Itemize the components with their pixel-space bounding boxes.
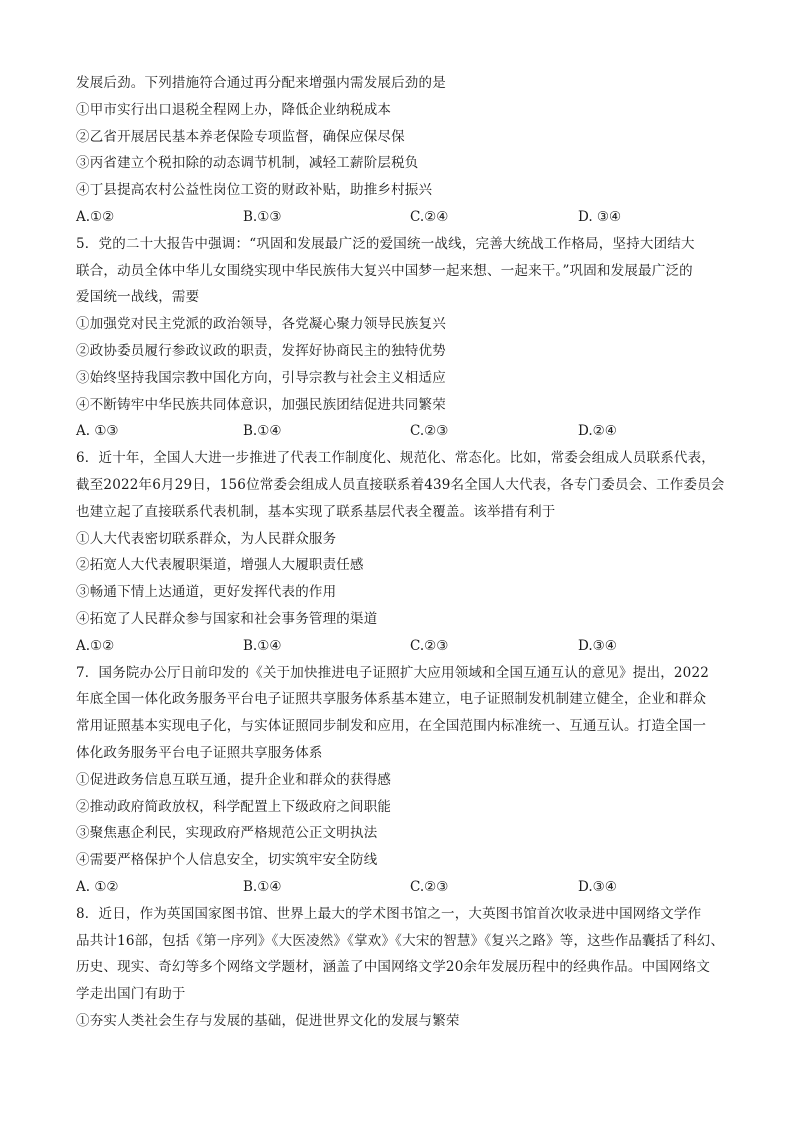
question-5 — [76, 231, 726, 445]
option-d: D. ③④ — [578, 208, 622, 225]
question-7-stem-line: 7．国务院办公厅日前印发的《关于加快推进电子证照扩大应用领域和全国互通互认的意见》提出，2022 — [76, 664, 710, 681]
statement-4: ④需要严格保护个人信息安全，切实筑牢安全防线 — [76, 852, 378, 869]
option-b: B.①④ — [243, 423, 282, 440]
statement-4: ④拓宽了人民群众参与国家和社会事务管理的渠道 — [76, 610, 378, 627]
statement-1: ①甲市实行出口退税全程网上办，降低企业纳税成本 — [76, 101, 392, 118]
option-c: C.②③ — [410, 637, 449, 654]
option-a: A. ①③ — [76, 423, 119, 440]
question-5-stem-line: 爱国统一战线，需要 — [76, 289, 200, 306]
statement-3: ③畅通下情上达通道，更好发挥代表的作用 — [76, 584, 337, 601]
answer-options — [76, 874, 726, 901]
statement-3: ③始终坚持我国宗教中国化方向，引导宗教与社会主义相适应 — [76, 369, 446, 386]
option-a: A.①② — [76, 208, 115, 225]
statement-3: ③丙省建立个税扣除的动态调节机制，减轻工薪阶层税负 — [76, 155, 419, 172]
question-6 — [76, 445, 726, 659]
statement-1: ①加强党对民主党派的政治领导，各党凝心聚力领导民族复兴 — [76, 316, 446, 333]
option-b: B.①③ — [243, 208, 282, 225]
option-c: C.②③ — [410, 878, 449, 895]
question-5-stem-line: 联合，动员全体中华儿女围绕实现中华民族伟大复兴中国梦一起来想、一起来干。”巩固和发展最广泛的 — [76, 262, 693, 279]
page-content — [76, 70, 726, 1035]
answer-options — [76, 633, 726, 660]
question-8-stem-line: 品共计16部，包括《第一序列》《大医凌然》《掌欢》《大宋的智慧》《复兴之路》等，这些作品囊括了科幻、 — [76, 932, 725, 949]
question-8 — [76, 901, 726, 1035]
answer-options — [76, 418, 726, 445]
question-7-stem-line: 常用证照基本实现电子化，与实体证照同步制发和应用，在全国范围内标准统一、互通互认。打造全国一 — [76, 718, 707, 735]
statement-2: ②乙省开展居民基本养老保险专项监督，确保应保尽保 — [76, 128, 405, 145]
option-a: A.①② — [76, 637, 115, 654]
question-4-stem-tail: 发展后劲。下列措施符合通过再分配来增强内需发展后劲的是 — [76, 75, 446, 91]
statement-4: ④不断铸牢中华民族共同体意识，加强民族团结促进共同繁荣 — [76, 396, 446, 413]
option-d: D.③④ — [578, 878, 617, 895]
option-b: B.①④ — [243, 637, 282, 654]
question-6-stem-line: 6．近十年，全国人大进一步推进了代表工作制度化、规范化、常态化。比如，常委会组成人员联系代表， — [76, 450, 715, 467]
option-d: D.②④ — [578, 423, 617, 440]
statement-2: ②政协委员履行参政议政的职责，发挥好协商民主的独特优势 — [76, 342, 446, 359]
question-7-stem-line: 体化政务服务平台电子证照共享服务体系 — [76, 744, 323, 761]
question-8-stem-line: 8．近日，作为英国国家图书馆、世界上最大的学术图书馆之一，大英图书馆首次收录进中国网络文学作 — [76, 905, 702, 922]
statement-2: ②拓宽人大代表履职渠道，增强人大履职责任感 — [76, 557, 364, 574]
statement-1: ①促进政务信息互联互通，提升企业和群众的获得感 — [76, 771, 392, 788]
question-7-stem-line: 年底全国一体化政务服务平台电子证照共享服务体系基本建立，电子证照制发机制建立健全，企业和群众 — [76, 691, 707, 708]
statement-3: ③聚焦惠企利民，实现政府严格规范公正文明执法 — [76, 825, 378, 842]
option-d: D.③④ — [578, 637, 617, 654]
statement-1: ①夯实人类社会生存与发展的基础，促进世界文化的发展与繁荣 — [76, 1012, 460, 1029]
statement-2: ②推动政府简政放权，科学配置上下级政府之间职能 — [76, 798, 392, 815]
question-7 — [76, 660, 726, 901]
question-6-stem-line: 截至2022年6月29日，156位常委会组成人员直接联系着439名全国人大代表，各专门委员会、工作委员会 — [76, 476, 725, 493]
question-4 — [76, 70, 726, 231]
question-8-stem-line: 学走出国门有助于 — [76, 986, 186, 1003]
option-a: A. ①② — [76, 878, 119, 895]
question-5-stem-line: 5．党的二十大报告中强调：“巩固和发展最广泛的爱国统一战线，完善大统战工作格局，坚持大团结大 — [76, 235, 695, 252]
question-8-stem-line: 历史、现实、奇幻等多个网络文学题材，涵盖了中国网络文学20余年发展历程中的经典作品。中国网络文 — [76, 959, 711, 976]
option-b: B.①④ — [243, 878, 282, 895]
statement-4: ④丁县提高农村公益性岗位工资的财政补贴，助推乡村振兴 — [76, 182, 433, 199]
statement-1: ①人大代表密切联系群众，为人民群众服务 — [76, 530, 337, 547]
question-6-stem-line: 也建立起了直接联系代表机制，基本实现了联系基层代表全覆盖。该举措有利于 — [76, 503, 556, 520]
answer-options — [76, 204, 726, 231]
option-c: C.②③ — [410, 423, 449, 440]
option-c: C.②④ — [410, 208, 449, 225]
